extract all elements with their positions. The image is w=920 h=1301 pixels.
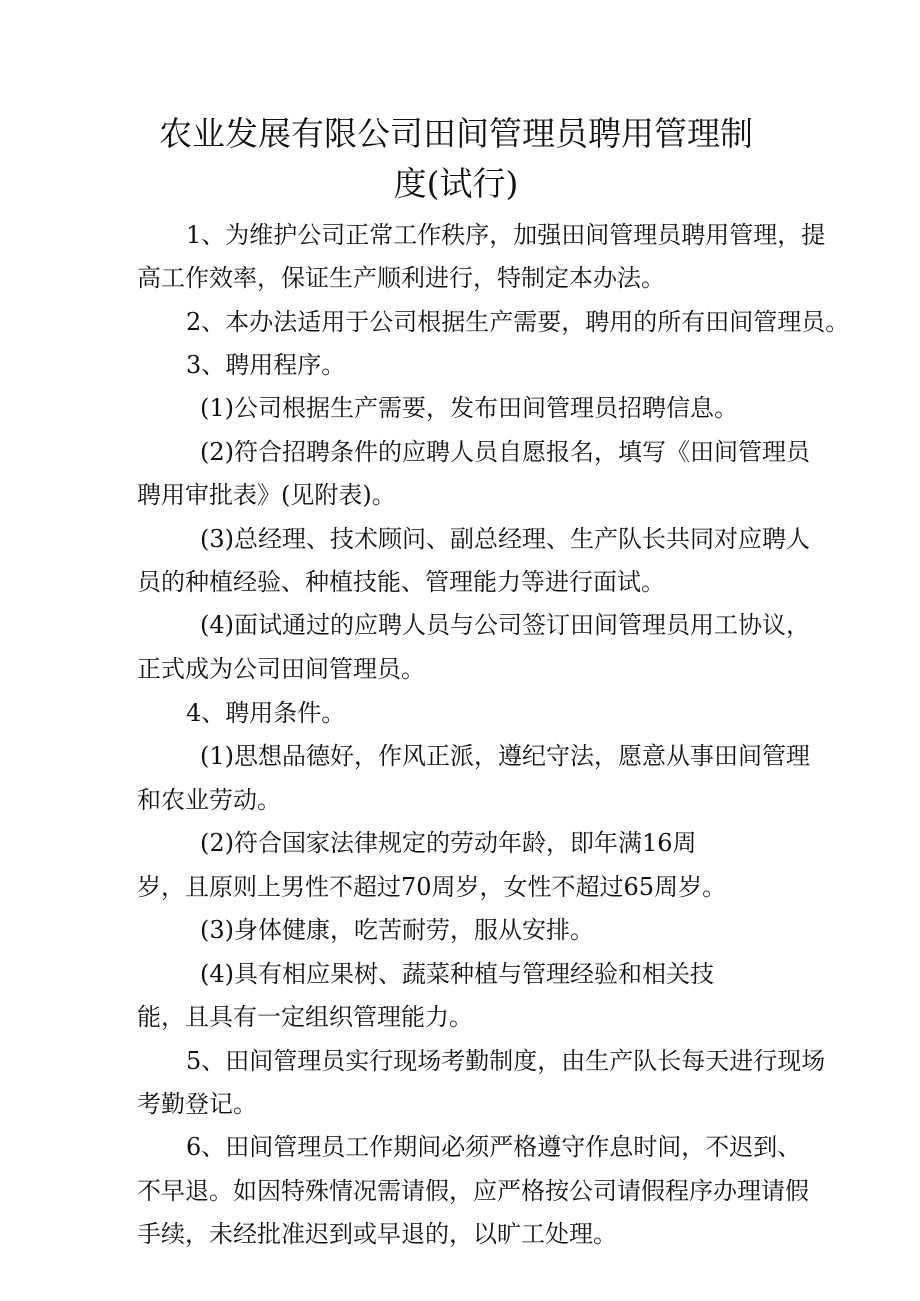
text-line: (4)面试通过的应聘人员与公司签订田间管理员用工协议， xyxy=(200,611,810,639)
document-title-line-1: 农业发展有限公司田间管理员聘用管理制 xyxy=(159,114,753,153)
text-line: 聘用审批表》(见附表)。 xyxy=(137,481,396,509)
text-line: (3)身体健康，吃苦耐劳，服从安排。 xyxy=(200,916,594,944)
text-line: 5、田间管理员实行现场考勤制度，由生产队长每天进行现场 xyxy=(186,1047,826,1075)
text-line: 6、田间管理员工作期间必须严格遵守作息时间，不迟到、 xyxy=(186,1133,802,1161)
text-line: (1)公司根据生产需要，发布田间管理员招聘信息。 xyxy=(200,394,738,422)
text-line: 1、为维护公司正常工作秩序，加强田间管理员聘用管理，提 xyxy=(186,221,826,249)
text-line: (2)符合国家法律规定的劳动年龄，即年满16周 xyxy=(200,829,697,857)
text-line: 4、聘用条件。 xyxy=(186,699,346,727)
document-title-line-2: 度(试行) xyxy=(393,164,519,203)
text-line: 3、聘用程序。 xyxy=(186,351,346,379)
text-line: 高工作效率，保证生产顺利进行，特制定本办法。 xyxy=(137,264,665,292)
text-line: 不早退。如因特殊情况需请假，应严格按公司请假程序办理请假 xyxy=(137,1177,809,1205)
text-line: 正式成为公司田间管理员。 xyxy=(137,655,425,683)
text-line: 能，且具有一定组织管理能力。 xyxy=(137,1003,473,1031)
text-line: 岁，且原则上男性不超过70周岁，女性不超过65周岁。 xyxy=(137,873,727,901)
text-line: 2、本办法适用于公司根据生产需要，聘用的所有田间管理员。 xyxy=(186,308,850,336)
text-line: (4)具有相应果树、蔬菜种植与管理经验和相关技 xyxy=(200,960,714,988)
text-line: 和农业劳动。 xyxy=(137,786,281,814)
text-line: 员的种植经验、种植技能、管理能力等进行面试。 xyxy=(137,568,665,596)
text-line: (3)总经理、技术顾问、副总经理、生产队长共同对应聘人 xyxy=(200,525,810,553)
text-line: 手续，未经批准迟到或早退的，以旷工处理。 xyxy=(137,1220,617,1248)
text-line: (2)符合招聘条件的应聘人员自愿报名，填写《田间管理员 xyxy=(200,438,810,466)
text-line: 考勤登记。 xyxy=(137,1090,257,1118)
text-line: (1)思想品德好，作风正派，遵纪守法，愿意从事田间管理 xyxy=(200,742,810,770)
